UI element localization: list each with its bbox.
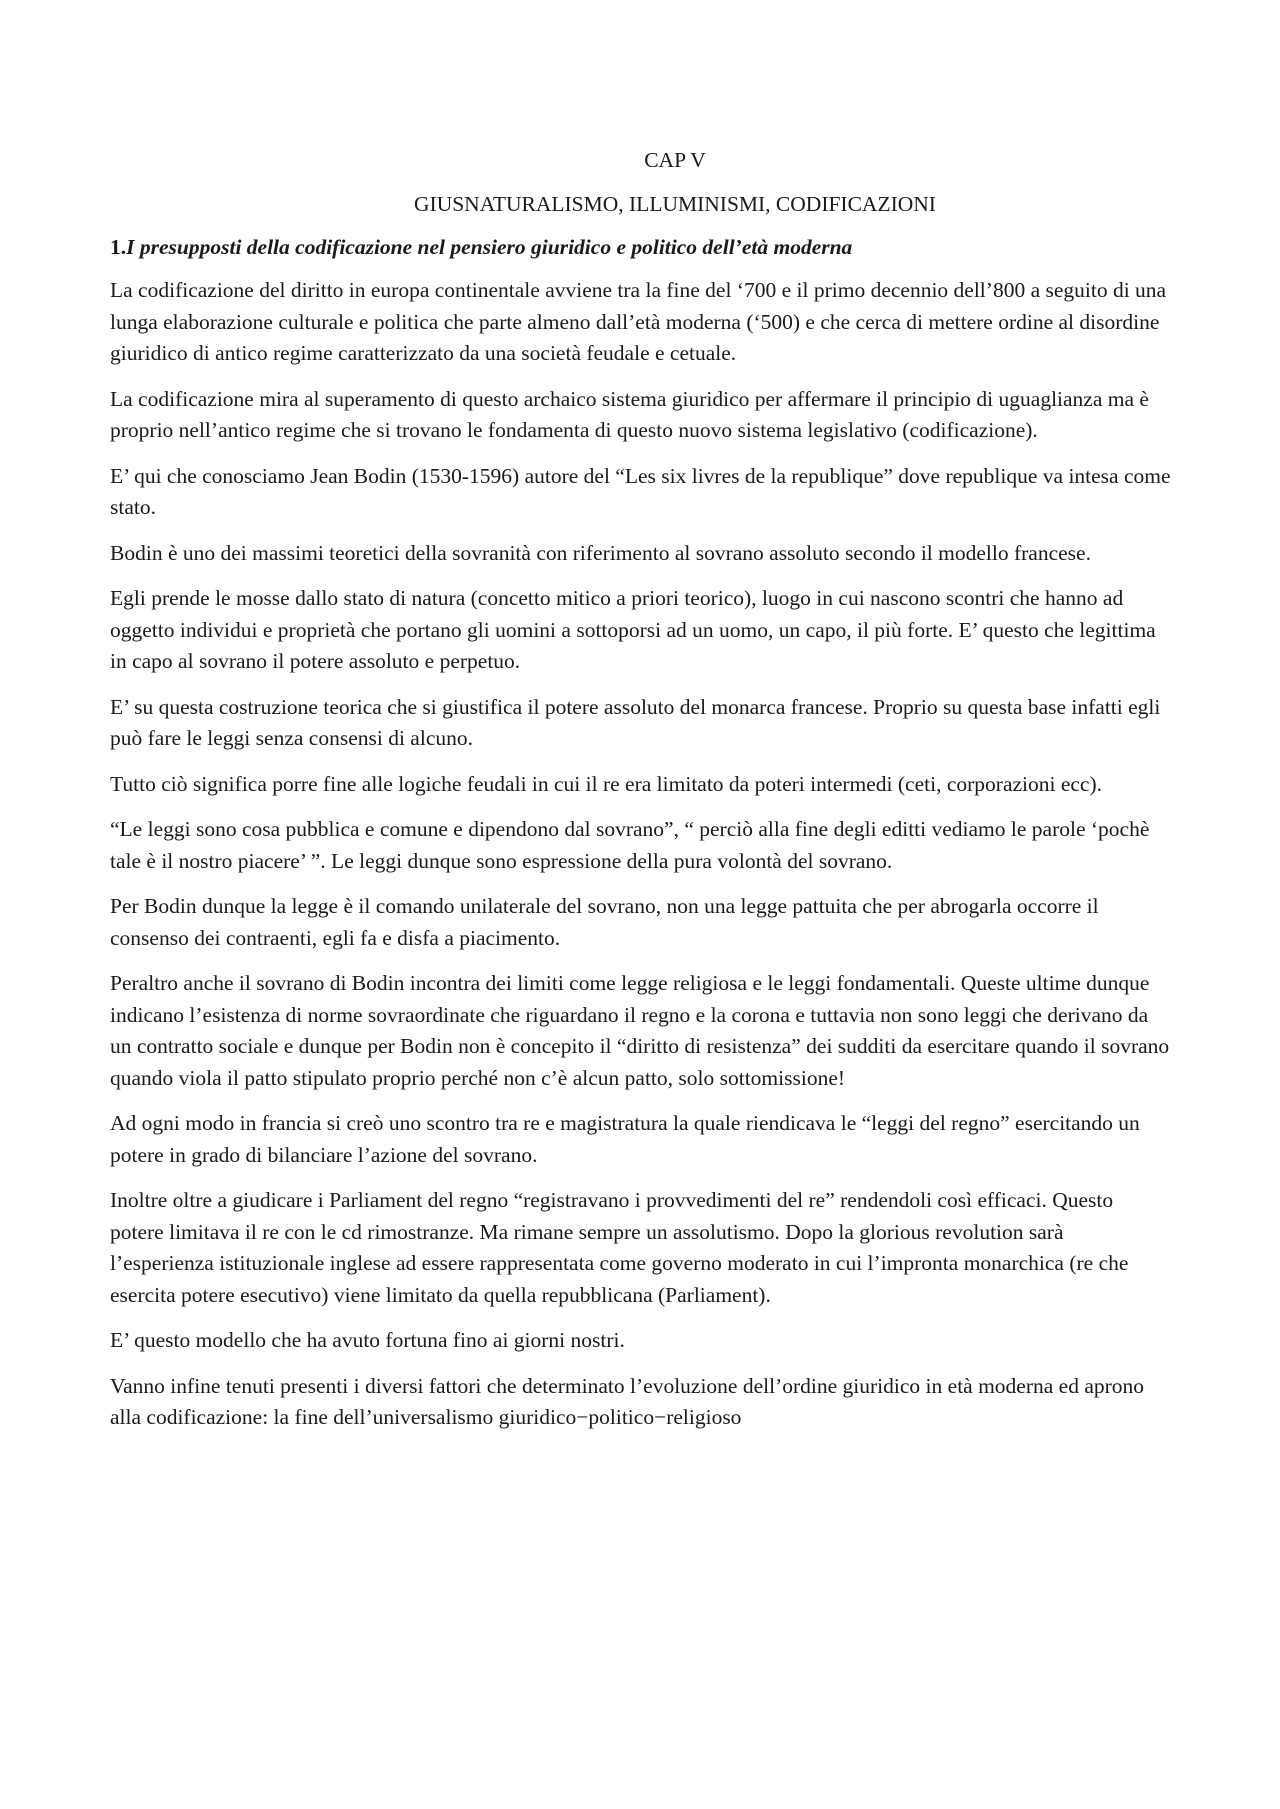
paragraph: E’ su questa costruzione teorica che si giustifica il potere assoluto del monarca francese. Proprio su questa base infatti egli può fare le leggi senza consensi di alcuno. <box>110 694 1161 750</box>
paragraph: Tutto ciò significa porre fine alle logiche feudali in cui il re era limitato da poteri intermedi (ceti, corporazioni ecc). <box>110 771 1103 796</box>
section-title: I presupposti della codificazione nel pensiero giuridico e politico dell’età moderna <box>126 235 853 259</box>
paragraph: Bodin è uno dei massimi teoretici della sovranità con riferimento al sovrano assoluto secondo il modello francese. <box>110 540 1091 565</box>
paragraph: La codificazione mira al superamento di questo archaico sistema giuridico per affermare il principio di uguaglianza ma è proprio nell’antico regime che si trovano le fondamenta di questo nuovo sistema legislativo (codificazione). <box>110 386 1149 442</box>
chapter-label: CAP V <box>644 148 706 172</box>
paragraph: Inoltre oltre a giudicare i Parliament del regno “registravano i provvedimenti del re” rendendoli così efficaci. Questo potere limitava il re con le cd rimostranze. Ma rimane sempre un assolutismo. Dopo la glorious revolution sarà l’esperienza istituzionale inglese ad essere rappresentata come governo moderato in cui l’impronta monarchica (re che esercita potere esecutivo) viene limitato da quella repubblicana (Parliament). <box>110 1188 1129 1307</box>
paragraph: “Le leggi sono cosa pubblica e comune e dipendono dal sovrano”, “ perciò alla fine degli editti vediamo le parole ‘pochè tale è il nostro piacere’ ”. Le leggi dunque sono espressione della pura volontà del sovrano. <box>110 817 1150 873</box>
paragraph: E’ questo modello che ha avuto fortuna fino ai giorni nostri. <box>110 1328 625 1352</box>
paragraph: La codificazione del diritto in europa continentale avviene tra la fine del ‘700 e il primo decennio dell’800 a seguito di una lunga elaborazione culturale e politica che parte almeno dall’età moderna (‘500) e che cerca di mettere ordine al disordine giuridico di antico regime caratterizzato da una società feudale e cetuale. <box>110 278 1167 365</box>
section-number: 1. <box>110 235 127 259</box>
paragraph: E’ qui che conosciamo Jean Bodin (1530-1596) autore del “Les six livres de la republique” dove republique va intesa come stato. <box>110 463 1171 519</box>
paragraph: Per Bodin dunque la legge è il comando unilaterale del sovrano, non una legge pattuita che per abrogarla occorre il consenso dei contraenti, egli fa e disfa a piacimento. <box>110 894 1099 950</box>
paragraph: Egli prende le mosse dallo stato di natura (concetto mitico a priori teorico), luogo in cui nascono scontri che hanno ad oggetto individui e proprietà che portano gli uomini a sottoporsi ad un uomo, un capo, il più forte. E’ questo che legittima in capo al sovrano il potere assoluto e perpetuo. <box>110 586 1156 673</box>
paragraph: Vanno infine tenuti presenti i diversi fattori che determinato l’evoluzione dell’ordine giuridico in età moderna ed aprono alla codificazione: la fine dell’universalismo giuridico−politico−religioso <box>110 1373 1145 1429</box>
chapter-title: GIUSNATURALISMO, ILLUMINISMI, CODIFICAZIONI <box>414 192 936 216</box>
section-heading <box>110 233 1172 261</box>
paragraph: Peraltro anche il sovrano di Bodin incontra dei limiti come legge religiosa e le leggi fondamentali. Queste ultime dunque indicano l’esistenza di norme sovraordinate che riguardano il regno e la corona e tuttavia non sono leggi che derivano da un contratto sociale e dunque per Bodin non è concepito il “diritto di resistenza” dei sudditi da esercitare quando il sovrano quando viola il patto stipulato proprio perché non c’è alcun patto, solo sottomissione! <box>110 971 1170 1090</box>
paragraph: Ad ogni modo in francia si creò uno scontro tra re e magistratura la quale riendicava le “leggi del regno” esercitando un potere in grado di bilanciare l’azione del sovrano. <box>110 1111 1140 1167</box>
